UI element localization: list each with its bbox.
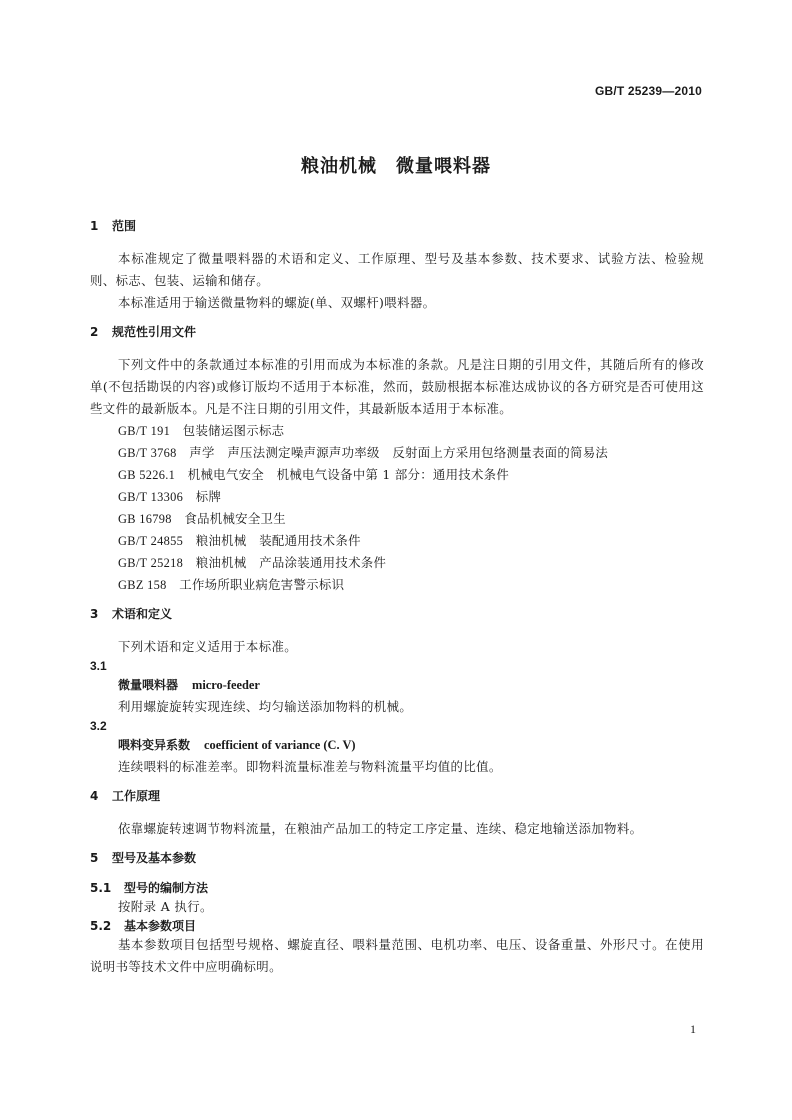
reference-item [90, 442, 704, 464]
paragraph: 按附录 A 执行。 [118, 899, 213, 914]
paragraph: 下列术语和定义适用于本标准。 [118, 639, 298, 654]
term-entry [90, 734, 704, 756]
paragraph: 本标准适用于输送微量物料的螺旋(单、双螺杆)喂料器。 [118, 295, 436, 310]
reference-item [90, 486, 704, 508]
section-number: 1 [90, 219, 99, 233]
page-number: 1 [690, 1022, 696, 1036]
section-title: 术语和定义 [112, 607, 173, 621]
subsection-title: 型号的编制方法 [124, 881, 209, 895]
subsection-number: 5.1 [90, 881, 112, 895]
reference-item [90, 574, 704, 596]
reference-code: GB/T 191 [118, 424, 171, 438]
term-chinese: 微量喂料器 [118, 678, 179, 692]
reference-title: 工作场所职业病危害警示标识 [179, 577, 345, 592]
reference-code: GBZ 158 [118, 578, 167, 592]
reference-code: GB 16798 [118, 512, 172, 526]
term-entry [90, 674, 704, 696]
section-2-heading [90, 324, 704, 340]
reference-title: 机械电气安全 机械电气设备中第 1 部分：通用技术条件 [187, 467, 510, 482]
section-5-heading [90, 850, 704, 866]
reference-list [90, 420, 704, 596]
paragraph: 基本参数项目包括型号规格、螺旋直径、喂料量范围、电机功率、电压、设备重量、外形尺寸。在使用说明书等技术文件中应明确标明。 [90, 937, 704, 974]
subsection-5-1-heading [90, 880, 704, 896]
paragraph: 本标准规定了微量喂料器的术语和定义、工作原理、型号及基本参数、技术要求、试验方法、检验规则、标志、包装、运输和储存。 [90, 251, 704, 288]
reference-item [90, 530, 704, 552]
section-title: 规范性引用文件 [112, 325, 197, 339]
standard-number: GB/T 25239—2010 [594, 84, 702, 98]
term-number: 3.1 [90, 659, 107, 673]
section-title: 型号及基本参数 [112, 851, 197, 865]
reference-code: GB 5226.1 [118, 468, 176, 482]
reference-item [90, 508, 704, 530]
section-1-heading [90, 218, 704, 234]
reference-title: 声学 声压法测定噪声源声功率级 反射面上方采用包络测量表面的简易法 [189, 445, 609, 460]
paragraph: 依靠螺旋转速调节物料流量，在粮油产品加工的特定工序定量、连续、稳定地输送添加物料。 [118, 821, 643, 836]
reference-title: 粮油机械 产品涂装通用技术条件 [195, 555, 387, 570]
term-english: coefficient of variance (C. V) [204, 738, 356, 752]
paragraph: 下列文件中的条款通过本标准的引用而成为本标准的条款。凡是注日期的引用文件，其随后所有的修改单(不包括勘误的内容)或修订版均不适用于本标准，然而，鼓励根据本标准达成协议的各方研究是否可使用这些文件的最新版本。凡是不注日期的引用文件，其最新版本适用于本标准。 [90, 357, 704, 416]
section-4-heading [90, 788, 704, 804]
reference-title: 包装储运图示标志 [182, 423, 285, 438]
reference-code: GB/T 25218 [118, 556, 184, 570]
document-title: 粮油机械 微量喂料器 [301, 156, 491, 177]
section-number: 2 [90, 325, 99, 339]
term-definition: 连续喂料的标准差率。即物料流量标准差与物料流量平均值的比值。 [118, 759, 502, 774]
term-chinese: 喂料变异系数 [118, 738, 191, 752]
document-body [90, 218, 704, 978]
reference-item [90, 420, 704, 442]
subsection-number: 5.2 [90, 919, 112, 933]
reference-item [90, 552, 704, 574]
section-title: 范围 [112, 219, 137, 233]
reference-title: 标牌 [195, 489, 222, 504]
reference-code: GB/T 3768 [118, 446, 177, 460]
reference-title: 食品机械安全卫生 [184, 511, 286, 526]
term-definition: 利用螺旋旋转实现连续、均匀输送添加物料的机械。 [118, 699, 413, 714]
section-title: 工作原理 [112, 789, 161, 803]
reference-title: 粮油机械 装配通用技术条件 [195, 533, 361, 548]
reference-item [90, 464, 704, 486]
subsection-title: 基本参数项目 [124, 919, 197, 933]
section-number: 3 [90, 607, 99, 621]
section-3-heading [90, 606, 704, 622]
section-number: 5 [90, 851, 99, 865]
section-number: 4 [90, 789, 99, 803]
subsection-5-2-heading [90, 918, 704, 934]
reference-code: GB/T 24855 [118, 534, 184, 548]
term-number: 3.2 [90, 719, 107, 733]
reference-code: GB/T 13306 [118, 490, 184, 504]
term-english: micro-feeder [192, 678, 260, 692]
